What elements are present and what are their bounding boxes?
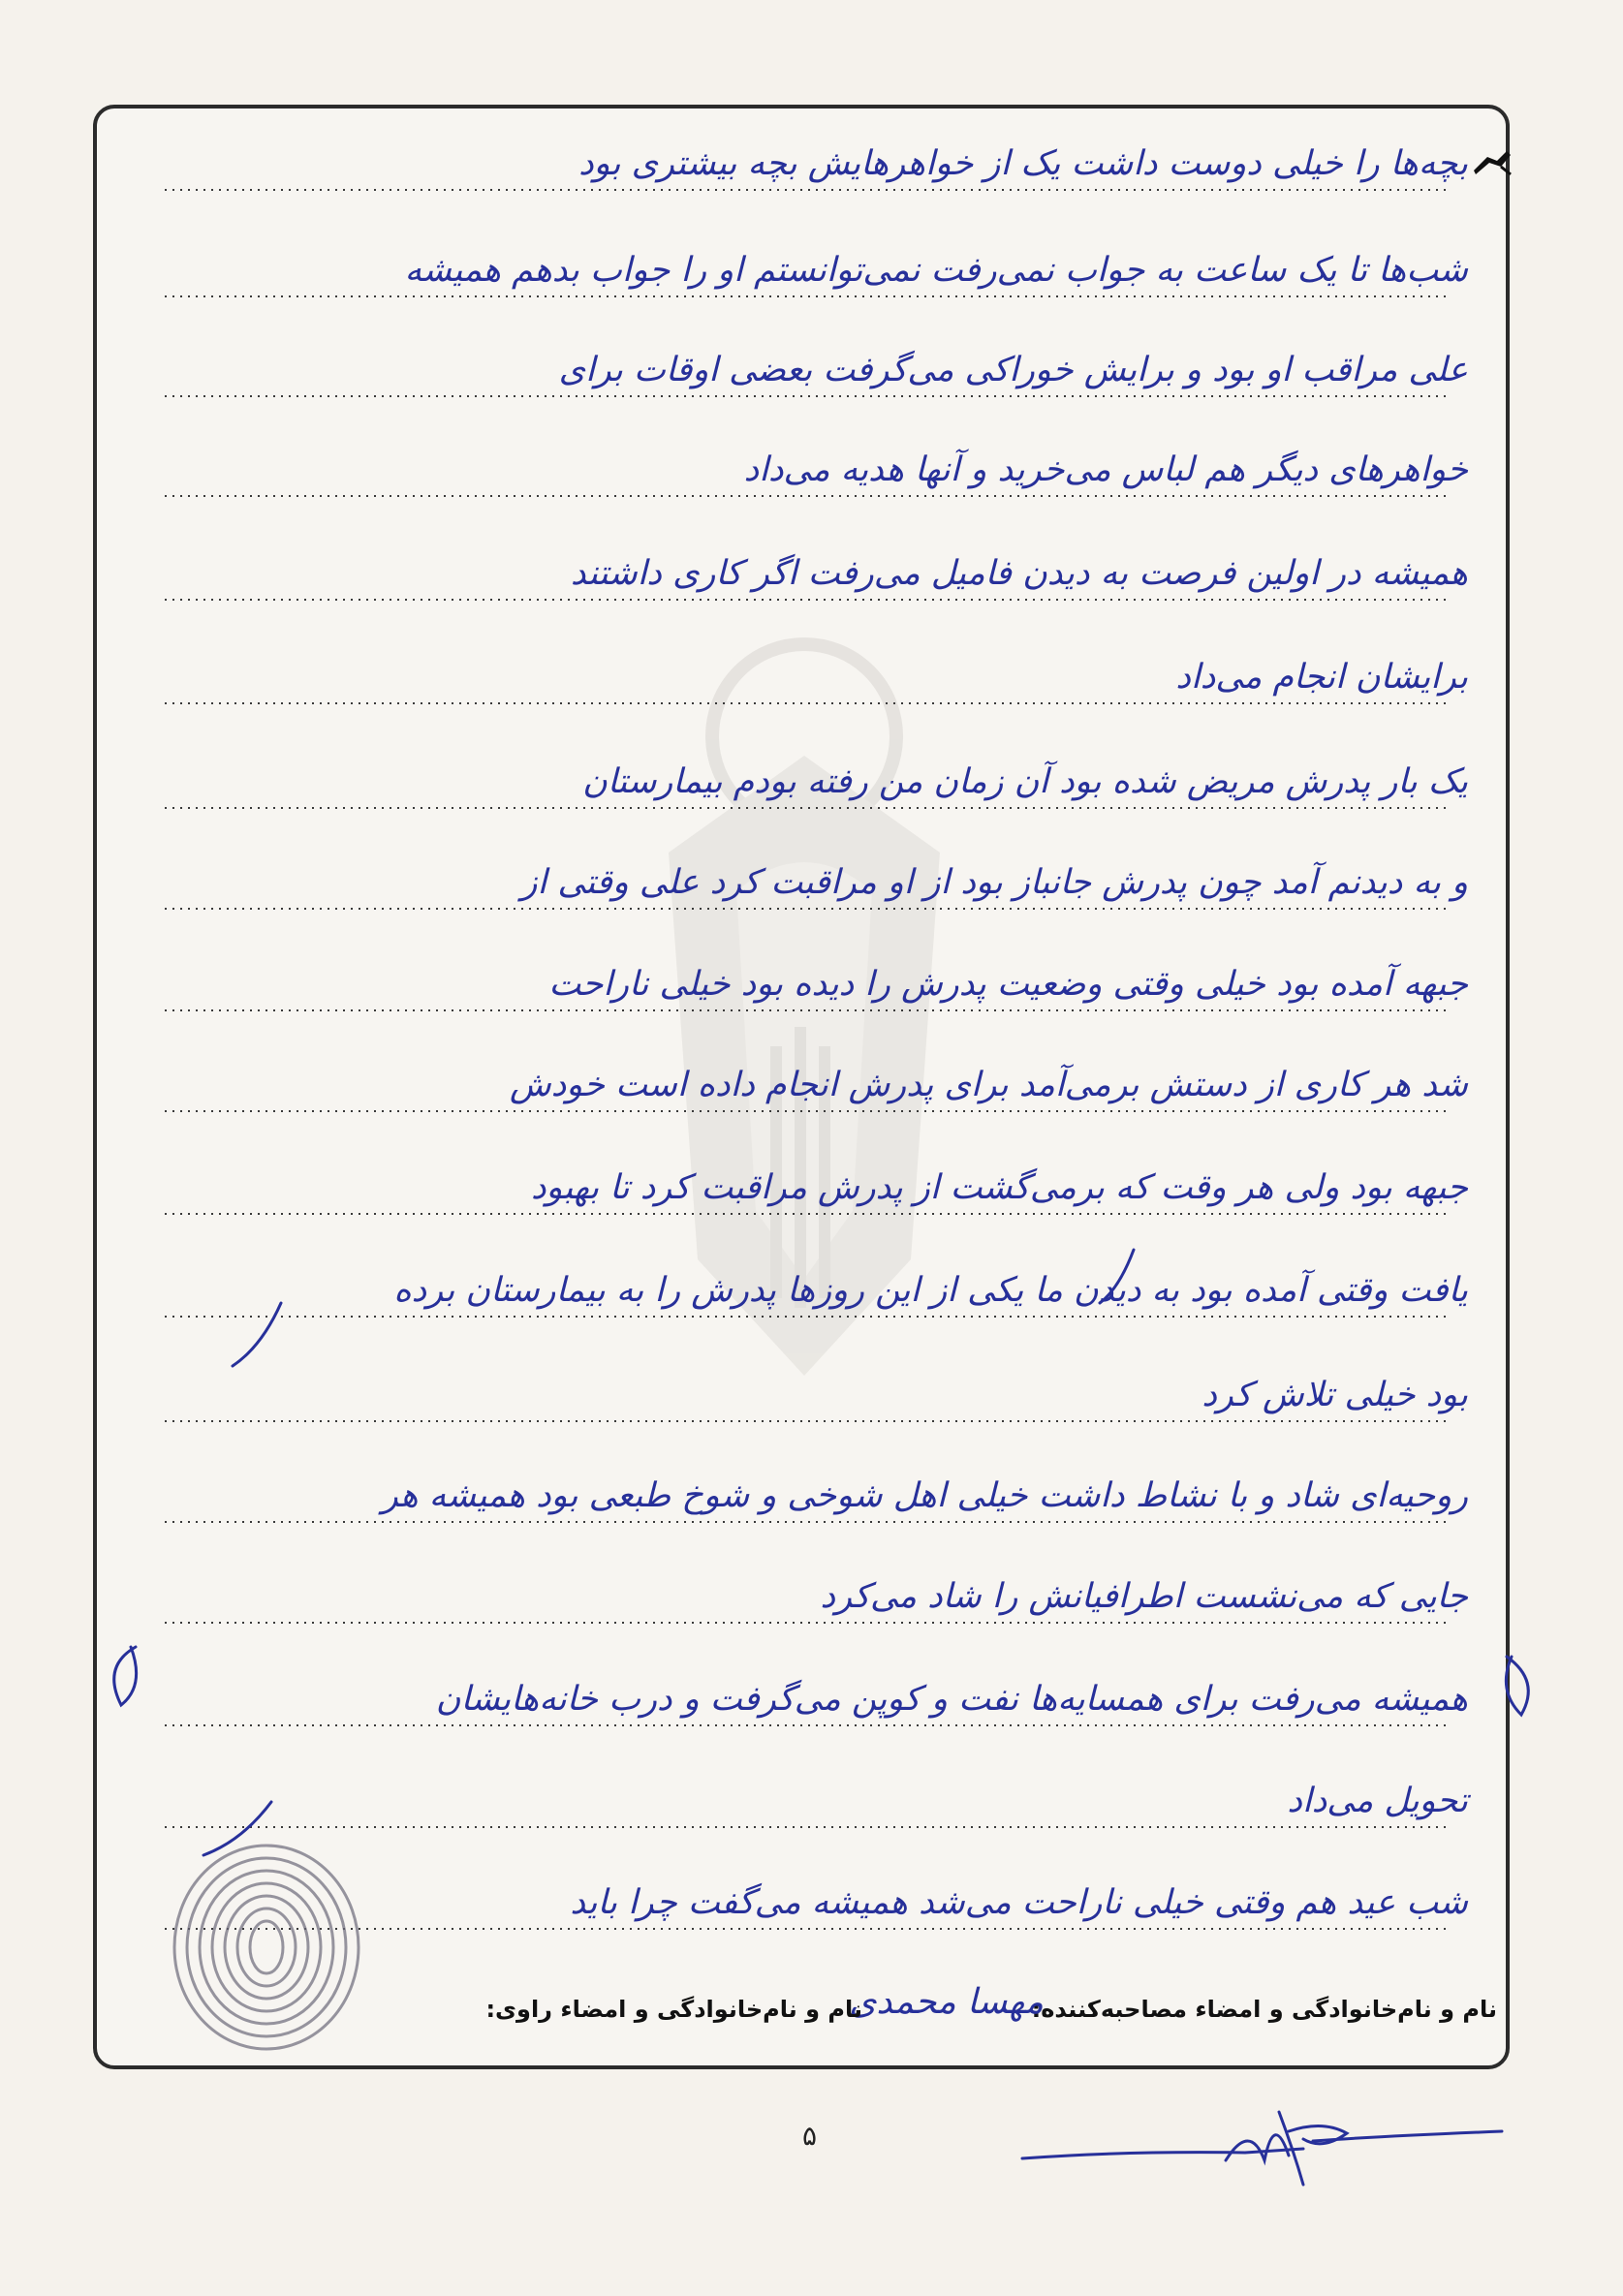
handwritten-line: شب‌ها تا یک ساعت به جواب نمی‌رفت نمی‌توانستم او را جواب بدهم همیشه	[404, 251, 1468, 290]
interviewer-signature-label: نام و نام‌خانوادگی و امضاء مصاحبه‌کننده:	[1031, 1996, 1497, 2023]
handwritten-line: و به دیدنم آمد چون پدرش جانباز بود از او مراقبت کرد علی وقتی از	[520, 863, 1468, 902]
handwritten-line: خواهرهای دیگر هم لباس می‌خرید و آنها هدیه می‌داد	[743, 450, 1468, 489]
fingerprint-mark	[160, 1836, 373, 2059]
handwritten-signature	[1013, 2093, 1516, 2199]
handwritten-line: بود خیلی تلاش کرد	[1202, 1376, 1468, 1414]
handwritten-line: روحیه‌ای شاد و با نشاط داشت خیلی اهل شوخی و شوخ طبعی بود همیشه هر	[381, 1476, 1468, 1515]
page-number: ۵	[802, 2120, 818, 2152]
handwritten-line: همیشه می‌رفت برای همسایه‌ها نفت و کوپن می‌گرفت و درب خانه‌هایشان	[435, 1680, 1468, 1719]
handwritten-line: یافت وقتی آمده بود به دیدن ما یکی از این روزها پدرش را به بیمارستان برده	[393, 1271, 1468, 1310]
handwritten-line: جایی که می‌نشست اطرافیانش را شاد می‌کرد	[820, 1577, 1468, 1616]
handwritten-line: شب عید هم وقتی خیلی ناراحت می‌شد همیشه می‌گفت چرا باید	[570, 1883, 1468, 1922]
narrator-signature-label: نام و نام‌خانوادگی و امضاء راوی:	[485, 1996, 862, 2023]
handwritten-line: شد هر کاری از دستش برمی‌آمد برای پدرش انجام داده است خودش	[510, 1066, 1468, 1104]
interviewer-name: مهسا محمدی	[849, 1982, 1044, 2022]
handwritten-line: برایشان انجام می‌داد	[1175, 658, 1468, 697]
handwritten-line: همیشه در اولین فرصت به دیدن فامیل می‌رفت اگر کاری داشتند	[570, 554, 1468, 593]
handwritten-line: جبهه آمده بود خیلی وقتی وضعیت پدرش را دیده بود خیلی ناراحت	[548, 965, 1468, 1004]
handwritten-line: بچه‌ها را خیلی دوست داشت یک از خواهرهایش بچه بیشتری بود	[578, 144, 1468, 183]
handwritten-line: جبهه بود ولی هر وقت که برمی‌گشت از پدرش مراقبت کرد تا بهبود	[530, 1168, 1468, 1207]
handwritten-line: یک بار پدرش مریض شده بود آن زمان من رفته بودم بیمارستان	[582, 762, 1468, 801]
handwritten-line: علی مراقب او بود و برایش خوراکی می‌گرفت بعضی اوقات برای	[558, 351, 1468, 389]
handwritten-line: تحویل می‌داد	[1287, 1782, 1468, 1820]
